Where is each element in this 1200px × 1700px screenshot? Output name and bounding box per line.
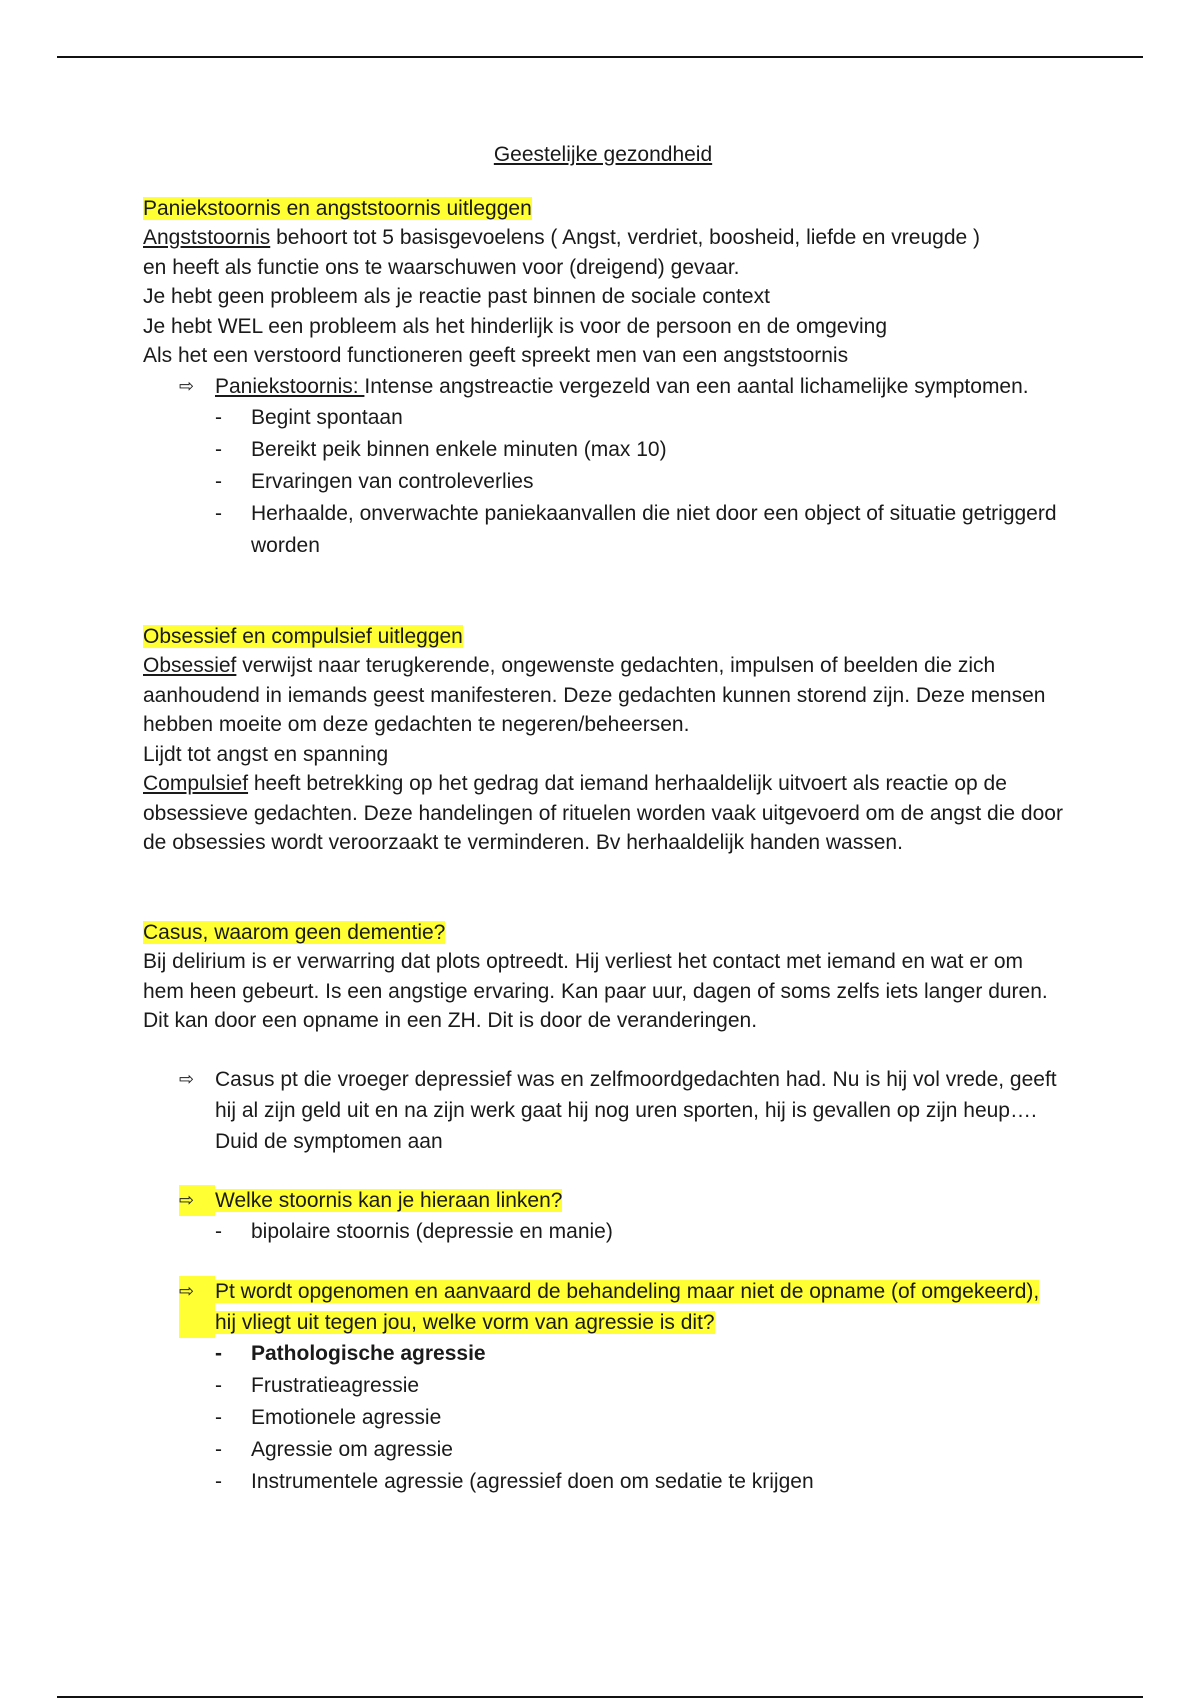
paragraph: Lijdt tot angst en spanning bbox=[143, 742, 389, 766]
list-item: - Pathologische agressie bbox=[215, 1341, 486, 1365]
paragraph: Obsessief verwijst naar terugkerende, ongewenste gedachten, impulsen of beelden die zich aanhoudend in iemands geest manifesteren. Deze gedachten kunnen storend zijn. Deze mensen hebben moeite om deze gedachten te negeren/beheersen. bbox=[143, 654, 1046, 736]
arrow-item: ⇨ Welke stoornis kan je hieraan linken? bbox=[179, 1185, 1063, 1216]
section-casus bbox=[143, 918, 1063, 1498]
list-item: - Begint spontaan bbox=[215, 405, 403, 429]
paragraph: Angststoornis behoort tot 5 basisgevoelens ( Angst, verdriet, boosheid, liefde en vreugde ) bbox=[143, 226, 981, 249]
term: Angststoornis bbox=[143, 226, 271, 249]
list-item: - Frustratieagressie bbox=[215, 1373, 420, 1397]
section-obsessief bbox=[143, 622, 1063, 858]
page-title: Geestelijke gezondheid bbox=[493, 143, 713, 166]
arrow-icon: ⇨ bbox=[179, 1068, 195, 1089]
paragraph: en heeft als functie ons te waarschuwen voor (dreigend) gevaar. bbox=[143, 255, 740, 279]
arrow-item: ⇨ Pt wordt opgenomen en aanvaard de behandeling maar niet de opname (of omgekeerd), hij vliegt uit tegen jou, welke vorm van agressie is dit? bbox=[179, 1276, 1063, 1338]
list-item: - Bereikt peik binnen enkele minuten (max 10) bbox=[215, 437, 667, 461]
section-heading: Paniekstoornis en angststoornis uitleggen bbox=[143, 196, 532, 220]
section-heading: Obsessief en compulsief uitleggen bbox=[143, 624, 463, 648]
paragraph: Je hebt geen probleem als je reactie past binnen de sociale context bbox=[143, 285, 770, 308]
bullet-list bbox=[215, 1338, 1063, 1498]
paragraph: Je hebt WEL een probleem als het hinderlijk is voor de persoon en de omgeving bbox=[143, 314, 887, 338]
arrow-item: ⇨ Casus pt die vroeger depressief was en zelfmoordgedachten had. Nu is hij vol vrede, geeft hij al zijn geld uit en na zijn werk gaat hij nog uren sporten, hij is gevallen op zijn heup…. Duid de symptomen aan bbox=[179, 1064, 1063, 1157]
bullet-list bbox=[215, 1216, 1063, 1248]
list-item: - bipolaire stoornis (depressie en manie) bbox=[215, 1219, 613, 1243]
document-body bbox=[143, 140, 1063, 1498]
arrow-icon: ⇨ bbox=[179, 1276, 215, 1338]
header-rule bbox=[57, 56, 1143, 58]
arrow-icon: ⇨ bbox=[179, 1185, 215, 1216]
section-heading: Casus, waarom geen dementie? bbox=[143, 920, 446, 944]
arrow-icon: ⇨ bbox=[179, 375, 195, 396]
list-item: - Ervaringen van controleverlies bbox=[215, 469, 534, 493]
bullet-list bbox=[215, 402, 1063, 562]
paragraph: Compulsief heeft betrekking op het gedrag dat iemand herhaaldelijk uitvoert als reactie op de obsessieve gedachten. Deze handelingen of rituelen worden vaak uitgevoerd om de angst die door de obsessies wordt veroorzaakt te verminderen. Bv herhaaldelijk handen wassen. bbox=[143, 772, 1063, 854]
arrow-item: ⇨ Paniekstoornis: Intense angstreactie vergezeld van een aantal lichamelijke symptomen. bbox=[179, 371, 1063, 402]
footer-rule bbox=[57, 1696, 1143, 1698]
list-item: - Herhaalde, onverwachte paniekaanvallen die niet door een object of situatie getriggerd worden bbox=[215, 501, 1057, 557]
term: Compulsief bbox=[143, 772, 249, 795]
list-item: - Agressie om agressie bbox=[215, 1437, 453, 1461]
paragraph: Als het een verstoord functioneren geeft spreekt men van een angststoornis bbox=[143, 344, 849, 367]
list-item: - Instrumentele agressie (agressief doen om sedatie te krijgen bbox=[215, 1469, 814, 1493]
term: Paniekstoornis: bbox=[215, 374, 365, 398]
list-item: - Emotionele agressie bbox=[215, 1405, 442, 1429]
section-angststoornis bbox=[143, 194, 1063, 562]
term: Obsessief bbox=[143, 654, 237, 677]
paragraph: Bij delirium is er verwarring dat plots optreedt. Hij verliest het contact met iemand en wat er om hem heen gebeurt. Is een angstige ervaring. Kan paar uur, dagen of soms zelfs iets langer duren. Dit kan door een opname in een ZH. Dit is door de veranderingen. bbox=[143, 950, 1048, 1032]
